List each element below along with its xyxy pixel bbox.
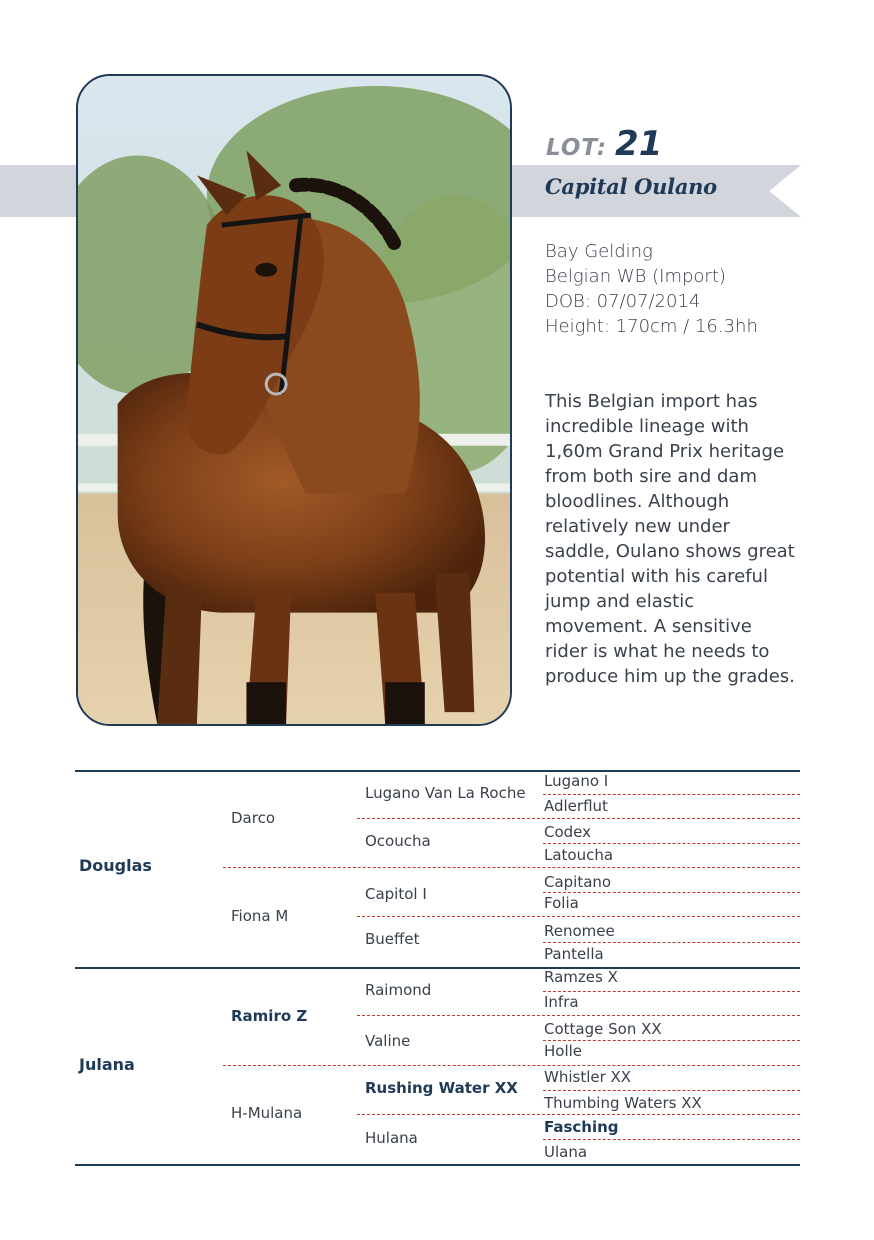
- pedigree-sire: Douglas: [79, 856, 152, 875]
- pedigree-divider: [543, 1139, 800, 1140]
- pedigree-gen4-2: Codex: [544, 823, 592, 841]
- pedigree-gen4-9: Infra: [544, 993, 579, 1011]
- pedigree-gen3-0: Lugano Van La Roche: [365, 784, 526, 802]
- pedigree-divider: [223, 867, 800, 868]
- pedigree-middle-rule: [75, 967, 800, 969]
- pedigree-gen2-3: H-Mulana: [231, 1104, 303, 1122]
- pedigree-divider: [357, 1114, 800, 1115]
- pedigree-divider: [543, 794, 800, 795]
- pedigree-top-rule: [75, 770, 800, 772]
- pedigree-gen4-7: Pantella: [544, 945, 604, 963]
- pedigree-gen3-7: Hulana: [365, 1129, 418, 1147]
- pedigree-gen2-2: Ramiro Z: [231, 1007, 308, 1025]
- pedigree-gen4-10: Cottage Son XX: [544, 1020, 662, 1038]
- pedigree-gen3-5: Valine: [365, 1032, 411, 1050]
- horse-photo: [76, 74, 512, 726]
- pedigree-gen4-11: Holle: [544, 1042, 583, 1060]
- pedigree-divider: [543, 942, 800, 943]
- pedigree-divider: [543, 1090, 800, 1091]
- horse-detail-dob: DOB: 07/07/2014: [545, 291, 701, 312]
- pedigree-divider: [543, 991, 800, 992]
- horse-detail-colour-sex: Bay Gelding: [545, 241, 653, 262]
- horse-name: Capital Oulano: [545, 174, 717, 199]
- pedigree-divider: [223, 1065, 800, 1066]
- pedigree-gen4-6: Renomee: [544, 922, 615, 940]
- pedigree-gen4-1: Adlerflut: [544, 797, 608, 815]
- pedigree-gen4-14: Fasching: [544, 1118, 619, 1136]
- pedigree-gen4-8: Ramzes X: [544, 968, 618, 986]
- pedigree-gen4-13: Thumbing Waters XX: [544, 1094, 702, 1112]
- title-band-left: [0, 165, 80, 217]
- pedigree-divider: [543, 843, 800, 844]
- pedigree-gen4-4: Capitano: [544, 873, 612, 891]
- pedigree-gen3-6: Rushing Water XX: [365, 1079, 518, 1097]
- pedigree-table: [75, 770, 800, 1166]
- lot-label: LOT:: [546, 135, 608, 161]
- pedigree-gen2-0: Darco: [231, 809, 276, 827]
- pedigree-gen4-15: Ulana: [544, 1143, 588, 1161]
- lot-heading: [546, 124, 662, 164]
- pedigree-gen3-3: Bueffet: [365, 930, 420, 948]
- pedigree-divider: [543, 892, 800, 893]
- pedigree-gen4-0: Lugano I: [544, 772, 609, 790]
- pedigree-divider: [357, 818, 800, 819]
- pedigree-divider: [357, 1015, 800, 1016]
- horse-photo-illustration: [78, 76, 510, 724]
- lot-number: 21: [615, 124, 663, 164]
- pedigree-gen3-1: Ocoucha: [365, 832, 431, 850]
- pedigree-divider: [543, 1040, 800, 1041]
- pedigree-gen3-2: Capitol I: [365, 885, 427, 903]
- pedigree-bottom-rule: [75, 1164, 800, 1166]
- pedigree-gen4-12: Whistler XX: [544, 1068, 632, 1086]
- pedigree-divider: [357, 916, 800, 917]
- pedigree-gen2-1: Fiona M: [231, 907, 289, 925]
- horse-detail-breed: Belgian WB (Import): [545, 266, 726, 287]
- horse-description: This Belgian import has incredible lineage with 1,60m Grand Prix heritage from both sire and dam bloodlines. Although relatively new under saddle, Oulano shows great potential with his careful jump and elastic movement. A sensitive rider is what he needs to produce him up the grades.: [545, 391, 795, 687]
- horse-detail-height: Height: 170cm / 16.3hh: [545, 316, 758, 337]
- horse-details: [545, 239, 758, 339]
- pedigree-dam: Julana: [79, 1055, 135, 1074]
- pedigree-gen4-3: Latoucha: [544, 846, 614, 864]
- pedigree-gen3-4: Raimond: [365, 981, 432, 999]
- pedigree-gen4-5: Folia: [544, 894, 579, 912]
